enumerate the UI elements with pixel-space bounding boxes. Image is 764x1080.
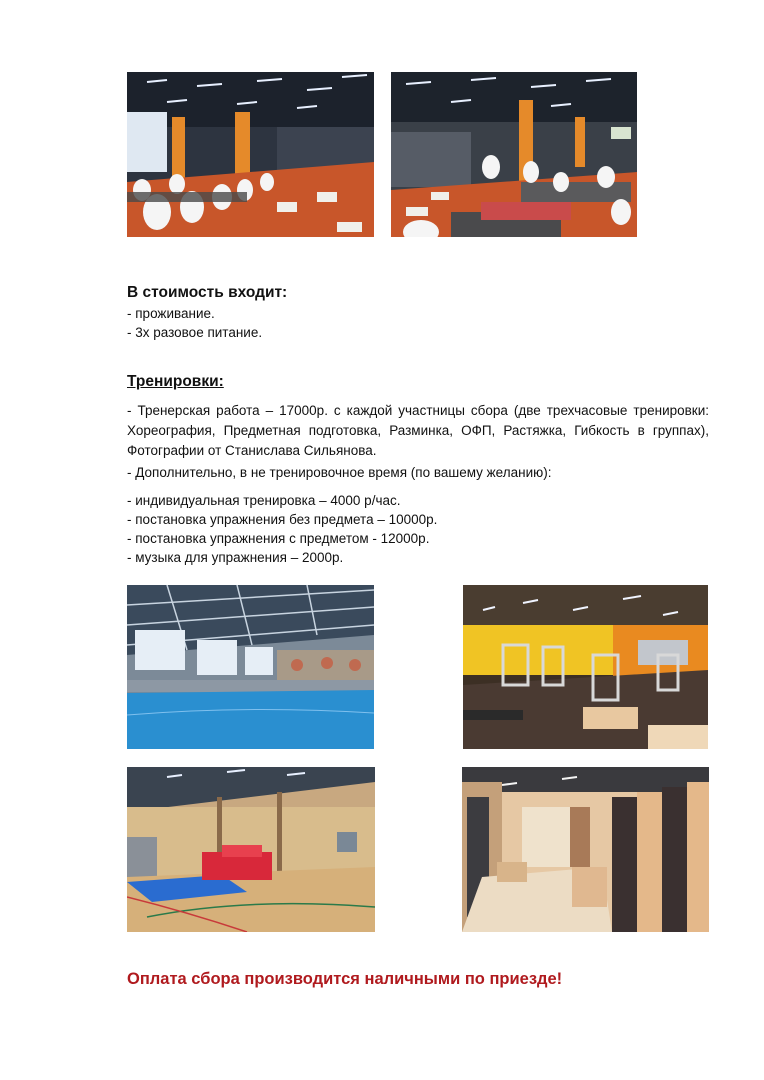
- fitness-gym-photo: [463, 585, 708, 749]
- payment-note: Оплата сбора производится наличными по приезде!: [127, 970, 563, 988]
- locker-room-photo: [462, 767, 709, 932]
- included-heading: В стоимость входит:: [127, 284, 288, 301]
- extra-individual-training: - индивидуальная тренировка – 4000 р/час.: [127, 493, 401, 508]
- training-heading: Тренировки:: [127, 373, 224, 390]
- dining-hall-photo-1: [127, 72, 374, 237]
- included-item-meals: - 3х разовое питание.: [127, 325, 263, 340]
- dining-hall-photo-2: [391, 72, 637, 237]
- extra-routine-music: - музыка для упражнения – 2000р.: [127, 550, 344, 565]
- included-item-accommodation: - проживание.: [127, 306, 215, 321]
- extra-routine-with-apparatus: - постановка упражнения с предметом - 12000р.: [127, 531, 430, 546]
- training-additional-text: - Дополнительно, в не тренировочное время (по вашему желанию):: [127, 465, 552, 480]
- extra-routine-no-apparatus: - постановка упражнения без предмета – 10000р.: [127, 512, 438, 527]
- sports-hall-photo: [127, 585, 374, 749]
- gymnastics-hall-photo: [127, 767, 375, 932]
- training-main-text: - Тренерская работа – 17000р. с каждой участницы сбора (две трехчасовые тренировки: Хореография, Предметная подготовка, Разминка, ОФП, Растяжка, Гибкость в группах), Фотографии от Станислава Сильянова.: [127, 403, 709, 458]
